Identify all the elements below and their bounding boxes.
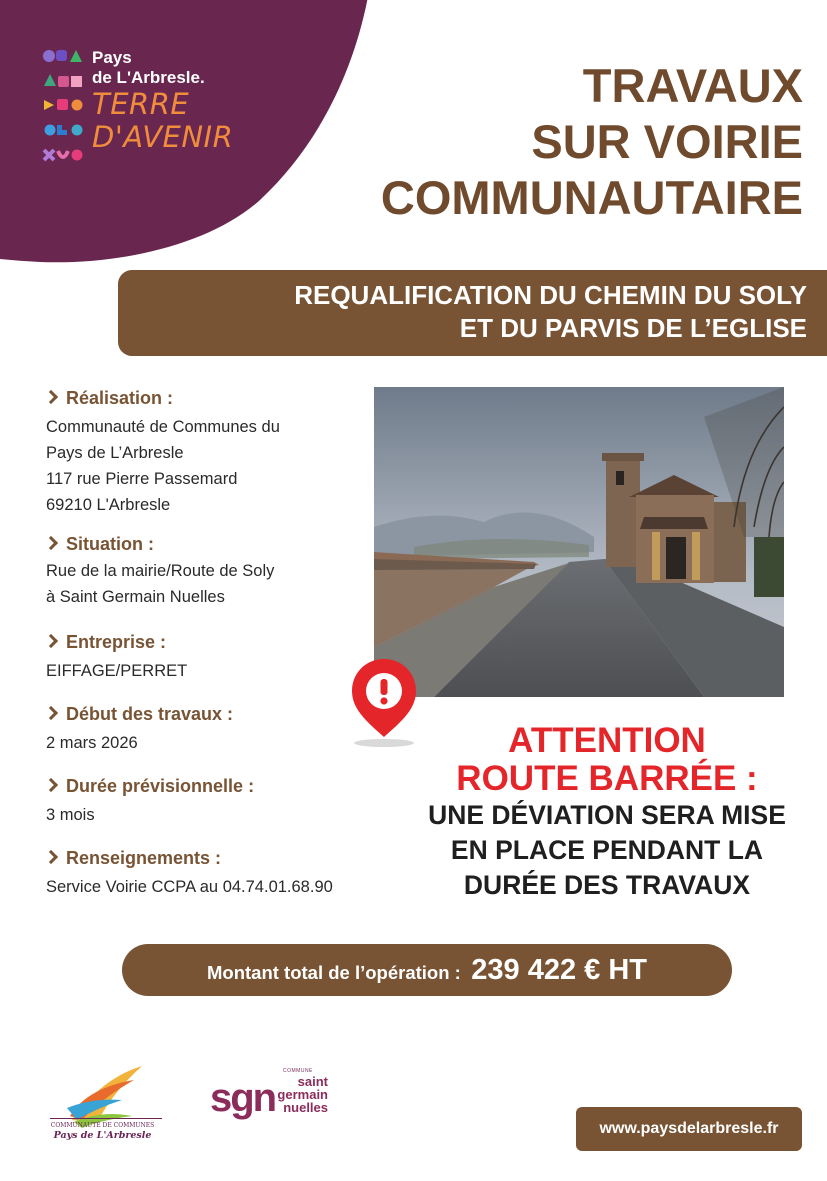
info-renseignements [46, 846, 376, 900]
info-label: Renseignements : [46, 846, 376, 870]
info-value: 3 mois [46, 806, 95, 824]
project-info [46, 386, 376, 900]
church-photo [374, 387, 784, 697]
info-value: Rue de la mairie/Route de Soly à Saint Germain Nuelles [46, 562, 275, 606]
info-value: Communauté de Communes du Pays de L’Arbresle 117 rue Pierre Passemard 69210 L'Arbresle [46, 418, 280, 514]
attention-heading: ATTENTION [508, 721, 706, 760]
logo-pays: Pays [92, 48, 132, 67]
ccpa-caption [40, 1122, 165, 1142]
info-duree [46, 774, 376, 828]
info-value: 2 mars 2026 [46, 734, 138, 752]
title-line-3: COMMUNAUTAIRE [380, 171, 803, 224]
info-label: Situation : [46, 532, 376, 556]
logo-wordmark [92, 48, 312, 154]
info-label: Début des travaux : [46, 702, 376, 726]
subtitle-banner [118, 270, 827, 356]
route-barree-heading: ROUTE BARRÉE : [456, 759, 758, 798]
logo-shapes-icon [42, 48, 86, 168]
logo-terre: TERRE [92, 87, 190, 121]
ccpa-name: Pays de L'Arbresle [53, 1130, 152, 1141]
info-debut [46, 702, 376, 756]
ccpa-subtitle: COMMUNAUTÉ DE COMMUNES [50, 1122, 155, 1129]
total-amount-banner [122, 944, 732, 996]
info-realisation [46, 386, 376, 518]
sgn-commune-label: COMMUNE [283, 1068, 313, 1074]
deviation-line-2: EN PLACE PENDANT LA [450, 835, 764, 865]
amount-label: Montant total de l’opération : [206, 962, 461, 983]
page-title [381, 58, 803, 226]
sgn-name-line-1: saint germain [277, 1074, 328, 1102]
info-label: Réalisation : [46, 386, 376, 410]
info-situation [46, 532, 376, 610]
sgn-monogram: sgn [210, 1076, 276, 1120]
logo-de-larbresle: de L'Arbresle. [92, 68, 205, 87]
sgn-name [258, 1075, 328, 1114]
title-line-2: SUR VOIRIE [531, 115, 803, 168]
road-closed-notice [398, 722, 816, 903]
info-entreprise [46, 630, 376, 684]
title-line-1: TRAVAUX [582, 59, 803, 112]
website-link[interactable]: www.paysdelarbresle.fr [576, 1107, 802, 1151]
sgn-name-line-2: nuelles [283, 1100, 328, 1115]
info-label: Durée prévisionnelle : [46, 774, 376, 798]
deviation-line-3: DURÉE DES TRAVAUX [463, 870, 751, 900]
amount-value: 239 422 € HT [471, 954, 648, 986]
info-value: Service Voirie CCPA au 04.74.01.68.90 [46, 878, 333, 896]
info-value: EIFFAGE/PERRET [46, 662, 188, 680]
subtitle-line-2: ET DU PARVIS DE L’EGLISE [459, 313, 807, 343]
logo-davenir: D'AVENIR [92, 120, 234, 154]
subtitle-line-1: REQUALIFICATION DU CHEMIN DU SOLY [294, 280, 807, 310]
deviation-line-1: UNE DÉVIATION SERA MISE [428, 800, 786, 830]
info-label: Entreprise : [46, 630, 376, 654]
